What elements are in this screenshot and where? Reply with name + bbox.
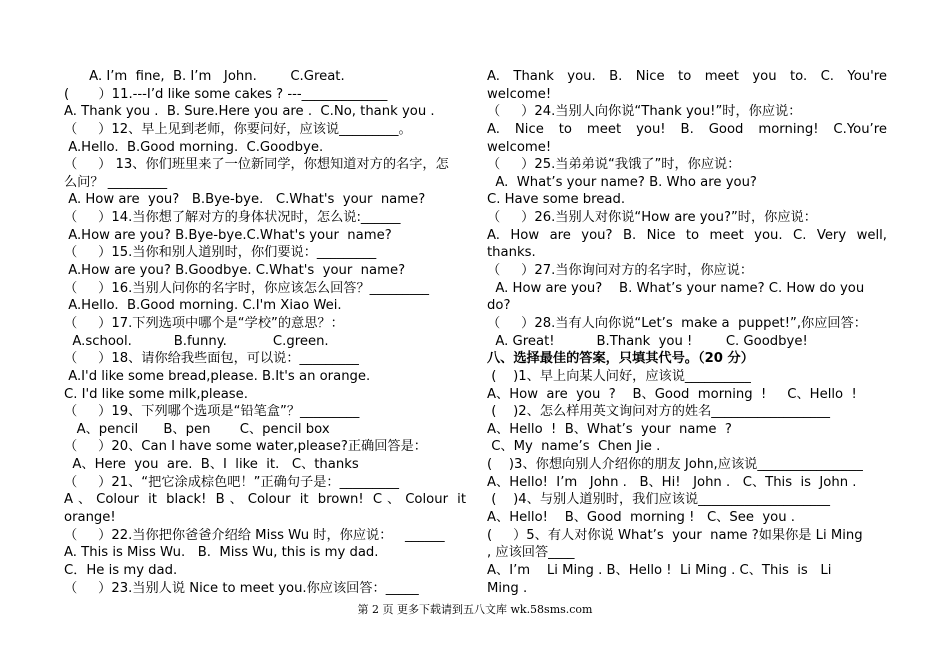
text-line: A.school. B.funny. C.green. [64, 333, 329, 349]
text-line: A. How are you? B.Bye-bye. C.What's your name? [64, 192, 426, 208]
text-line: A、Hello! I’m John . B、Hi! John . C、This is John . [487, 474, 857, 490]
text-line: A、Hello! B、Good morning ! C、See you . [487, 510, 795, 526]
text-line: （ ）14.当你想了解对方的身体状况时，怎么说:______ [64, 210, 401, 226]
page-footer: 第 2 页 更多下载请到五八文库 wk.58sms.com [357, 603, 593, 616]
text-line: （ ）15.当你和别人道别时，你们要说：_________ [64, 245, 377, 261]
text-line: welcome! [487, 86, 552, 102]
text-line: welcome! [487, 139, 552, 155]
text-line: A.Hello. B.Good morning. C.I'm Xiao Wei. [64, 298, 342, 314]
text-line: A. What’s your name? B. Who are you? [487, 174, 757, 190]
text-line: A.I'd like some bread,please. B.It's an orange. [64, 368, 371, 384]
text-line: ( )4、与别人道别时，我们应该说____________________ [487, 492, 830, 508]
text-line: A. How are you? B. What’s your name? C. How do you [487, 280, 865, 296]
text-line: thanks. [487, 245, 536, 261]
text-line: A.How are you? B.Goodbye. C.What's your name? [64, 263, 406, 279]
text-line: C、My name’s Chen Jie . [487, 439, 661, 455]
left-column [64, 68, 466, 597]
text-line: （ ）19、下列哪个选项是“铅笔盒”？_________ [64, 404, 360, 420]
text-line: 八、选择最佳的答案，只填其代号。（20 分） [487, 351, 754, 367]
text-line: do? [487, 298, 511, 314]
text-line: A. Thank you. B. Nice to meet you to. C. You're [487, 69, 887, 84]
text-line: （ ）20、Can I have some water,please?正确回答是： [64, 439, 427, 455]
text-line: A. How are you? B. Nice to meet you. C. Very well, [487, 227, 887, 243]
text-line: C. Have some bread. [487, 192, 626, 208]
text-line: A、I’m Li Ming . B、Hello ! Li Ming . C、This is Li [487, 562, 832, 578]
text-line: C．He is my dad. [64, 562, 178, 578]
text-line: A. Nice to meet you! B. Good morning! C.You’re [487, 121, 887, 137]
text-line: A、Hello ! B、What’s your name ? [487, 421, 732, 437]
text-line: （ ）21、“把它涂成棕色吧！”正确句子是：_________ [64, 474, 399, 490]
text-line: （ ）27.当你询问对方的名字时，你应说： [487, 263, 754, 279]
text-line: （ ）26.当别人对你说“How are you?”时，你应说： [487, 210, 817, 226]
text-line: A. I’m fine, B. I’m John. C.Great. [64, 69, 345, 84]
text-line: , 应该回答____ [487, 545, 575, 561]
text-line: A. This is Miss Wu. B. Miss Wu, this is my dad. [64, 545, 379, 561]
text-line: orange! [64, 510, 116, 526]
text-line: （ ）24.当别人向你说“Thank you!”时，你应说： [487, 104, 802, 120]
text-line: A、Colour it black! B、Colour it brown! C、Colour it [64, 492, 466, 508]
text-line: ( )2、怎么样用英文询问对方的姓名__________________ [487, 404, 830, 420]
text-line: 么问？ _________ [64, 174, 168, 190]
text-line: ( )3、你想向别人介绍你的朋友 John,应该说________________ [487, 457, 863, 473]
text-line: （ ）25.当弟弟说“我饿了”时，你应说： [487, 157, 741, 173]
text-line: A. Thank you . B. Sure.Here you are . C.No, thank you . [64, 104, 435, 120]
text-line: ( ）5、有人对你说 What’s your name ?如果你是 Li Ming [487, 527, 863, 543]
text-line: （ ）28.当有人向你说“Let’s make a puppet!”,你应回答： [487, 315, 867, 331]
text-line: （ ） 13、你们班里来了一位新同学，你想知道对方的名字，怎 [64, 157, 449, 173]
text-line: （ ）17.下列选项中哪个是“学校”的意思？： [64, 315, 344, 331]
text-line: Ming . [487, 580, 528, 596]
text-line: A.Hello. B.Good morning. C.Goodbye. [64, 139, 324, 155]
text-line: ( )1、早上向某人问好，应该说__________ [487, 368, 751, 384]
text-line: A. Great! B.Thank you ! C. Goodbye! [487, 333, 808, 349]
text-line: （ ）23.当别人说 Nice to meet you.你应该回答：_____ [64, 580, 419, 596]
text-line: A、How are you ? B、Good morning ! C、Hello ! [487, 386, 857, 402]
text-line: （ ）22.当你把你爸爸介绍给 Miss Wu 时，你应说： ______ [64, 527, 445, 543]
text-line: A、pencil B、pen C、pencil box [64, 421, 330, 437]
text-line: ( ）11.---I’d like some cakes ? ---_____________ [64, 86, 388, 102]
text-line: （ ）12、早上见到老师，你要问好，应该说_________。 [64, 121, 412, 137]
text-line: A.How are you? B.Bye-bye.C.What's your name? [64, 227, 392, 243]
right-column [487, 68, 887, 597]
text-line: A、Here you are. B、I like it. C、thanks [64, 457, 359, 473]
text-line: （ ）18、请你给我些面包，可以说：_________ [64, 351, 359, 367]
text-line: （ ）16.当别人问你的名字时，你应该怎么回答？_________ [64, 280, 430, 296]
text-line: C. I'd like some milk,please. [64, 386, 248, 402]
